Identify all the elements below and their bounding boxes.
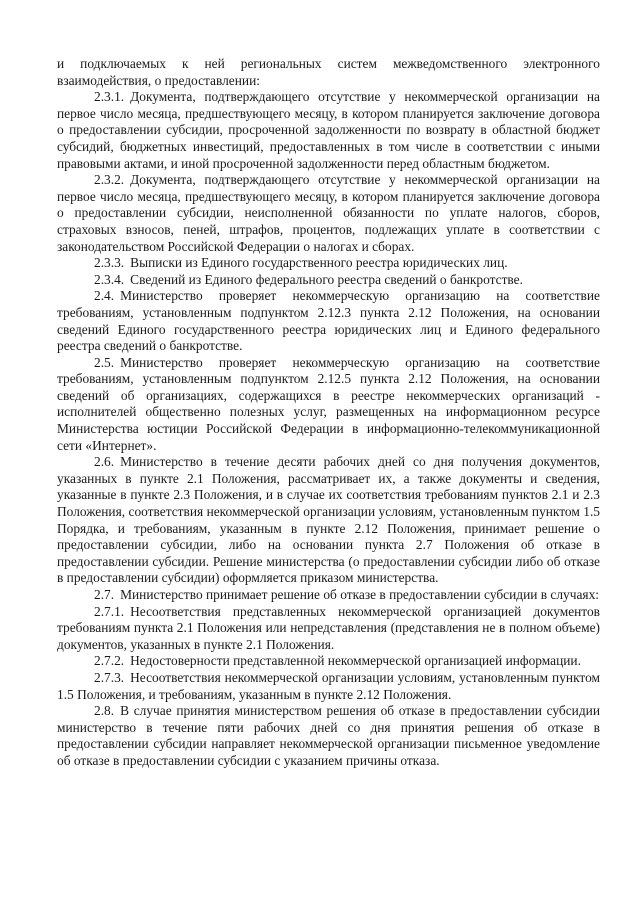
paragraph-number: 2.3.3. (94, 255, 125, 271)
paragraph-text: Министерство проверяет некоммерческую организацию на соответствие требованиям, установленным подпунктом 2.12.5 пункта 2.12 Положения, на основании сведений об организациях, содержащихся в реестре некоммерческих организаций - исполнителей общественно полезных услуг, размещенных на информационном ресурсе Министерства юстиции Российской Федерации в информационно-телекоммуникационной сети «Интернет». (57, 354, 600, 453)
paragraph-2-3-2 (57, 172, 600, 255)
paragraph-number: 2.3.4. (94, 271, 125, 287)
paragraph-number: 2.4. (94, 288, 115, 304)
paragraph-number: 2.7.3. (94, 669, 125, 685)
paragraph-2-7-1 (57, 604, 600, 654)
paragraph-text: Министерство проверяет некоммерческую организацию на соответствие требованиям, установленным подпунктом 2.12.3 пункта 2.12 Положения, на основании сведений Единого государственного реестра юридических лиц и Единого федерального реестра сведений о банкротстве. (57, 288, 600, 354)
paragraph-2-3-1 (57, 89, 600, 172)
paragraph-text: Недостоверности представленной некоммерческой организацией информации. (130, 653, 581, 669)
paragraph-text: Документа, подтверждающего отсутствие у некоммерческой организации на первое число месяца, предшествующего месяцу, в котором планируется заключение договора о предоставлении субсидии, просроченной задолженности по возврату в областной бюджет субсидий, бюджетных инвестиций, предоставленных в том числе в соответствии с иными правовыми актами, и иной просроченной задолженности перед областным бюджетом. (57, 89, 600, 171)
paragraph-2-6 (57, 454, 600, 587)
paragraph-number: 2.8. (94, 703, 115, 719)
paragraph-text: Выписки из Единого государственного реестра юридических лиц. (130, 255, 508, 271)
paragraph-number: 2.5. (94, 354, 115, 370)
paragraph-2-4 (57, 288, 600, 354)
paragraph-text: Сведений из Единого федерального реестра сведений о банкротстве. (130, 271, 523, 287)
paragraph-number: 2.3.1. (94, 89, 125, 105)
paragraph-continuation (57, 56, 600, 89)
paragraph-text: и подключаемых к ней региональных систем межведомственного электронного взаимодействия, о предоставлении: (57, 56, 600, 88)
paragraph-2-7 (57, 587, 600, 604)
paragraph-2-8 (57, 703, 600, 769)
paragraph-text: Министерство принимает решение об отказе в предоставлении субсидии в случаях: (120, 587, 600, 602)
paragraph-text: В случае принятия министерством решения об отказе в предоставлении субсидии министерство в течение пяти рабочих дней со дня принятия решения об отказе в предоставлении субсидии направляет некоммерческой организации письменное уведомление об отказе в предоставлении субсидии с указанием причины отказа. (57, 703, 600, 768)
paragraph-text: Документа, подтверждающего отсутствие у некоммерческой организации на первое число месяца, предшествующего месяцу, в котором планируется заключение договора о предоставлении субсидии, неисполненной обязанности по уплате налогов, сборов, страховых взносов, пеней, штрафов, процентов, подлежащих уплате в соответствии с законодательством Российской Федерации о налогах и сборах. (57, 172, 600, 254)
paragraph-number: 2.7.1. (94, 603, 125, 619)
paragraph-text: Несоответствия некоммерческой организации условиям, установленным пунктом 1.5 Положения, и требованиям, указанным в пункте 2.12 Положения. (57, 669, 600, 702)
paragraph-2-7-3 (57, 670, 600, 703)
paragraph-text: Несоответствия представленных некоммерческой организацией документов требованиям пункта 2.1 Положения или непредставления (представления не в полном объеме) документов, указанных в пункте 2.1 Положения. (57, 603, 600, 652)
paragraph-number: 2.7. (94, 587, 115, 602)
paragraph-number: 2.3.2. (94, 172, 125, 188)
paragraph-number: 2.6. (94, 454, 115, 470)
paragraph-text: Министерство в течение десяти рабочих дней со дня получения документов, указанных в пункте 2.1 Положения, рассматривает их, а также документы и сведения, указанные в пункте 2.3 Положения, и в случае их соответствия требованиям пунктов 2.1 и 2.3 Положения, соответствия некоммерческой организации условиям, установленным пунктом 1.5 Порядка, и требованиям, указанным в пункте 2.12 Положения, принимает решение о предоставлении субсидии, либо на основании пункта 2.7 Положения об отказе в предоставлении субсидии. Решение министерства (о предоставлении субсидии либо об отказе в предоставлении субсидии) оформляется приказом министерства. (57, 454, 600, 586)
document-page (57, 56, 600, 770)
paragraph-2-3-3 (57, 255, 600, 272)
paragraph-2-3-4 (57, 272, 600, 289)
paragraph-2-7-2 (57, 653, 600, 670)
paragraph-number: 2.7.2. (94, 653, 125, 669)
paragraph-2-5 (57, 355, 600, 455)
